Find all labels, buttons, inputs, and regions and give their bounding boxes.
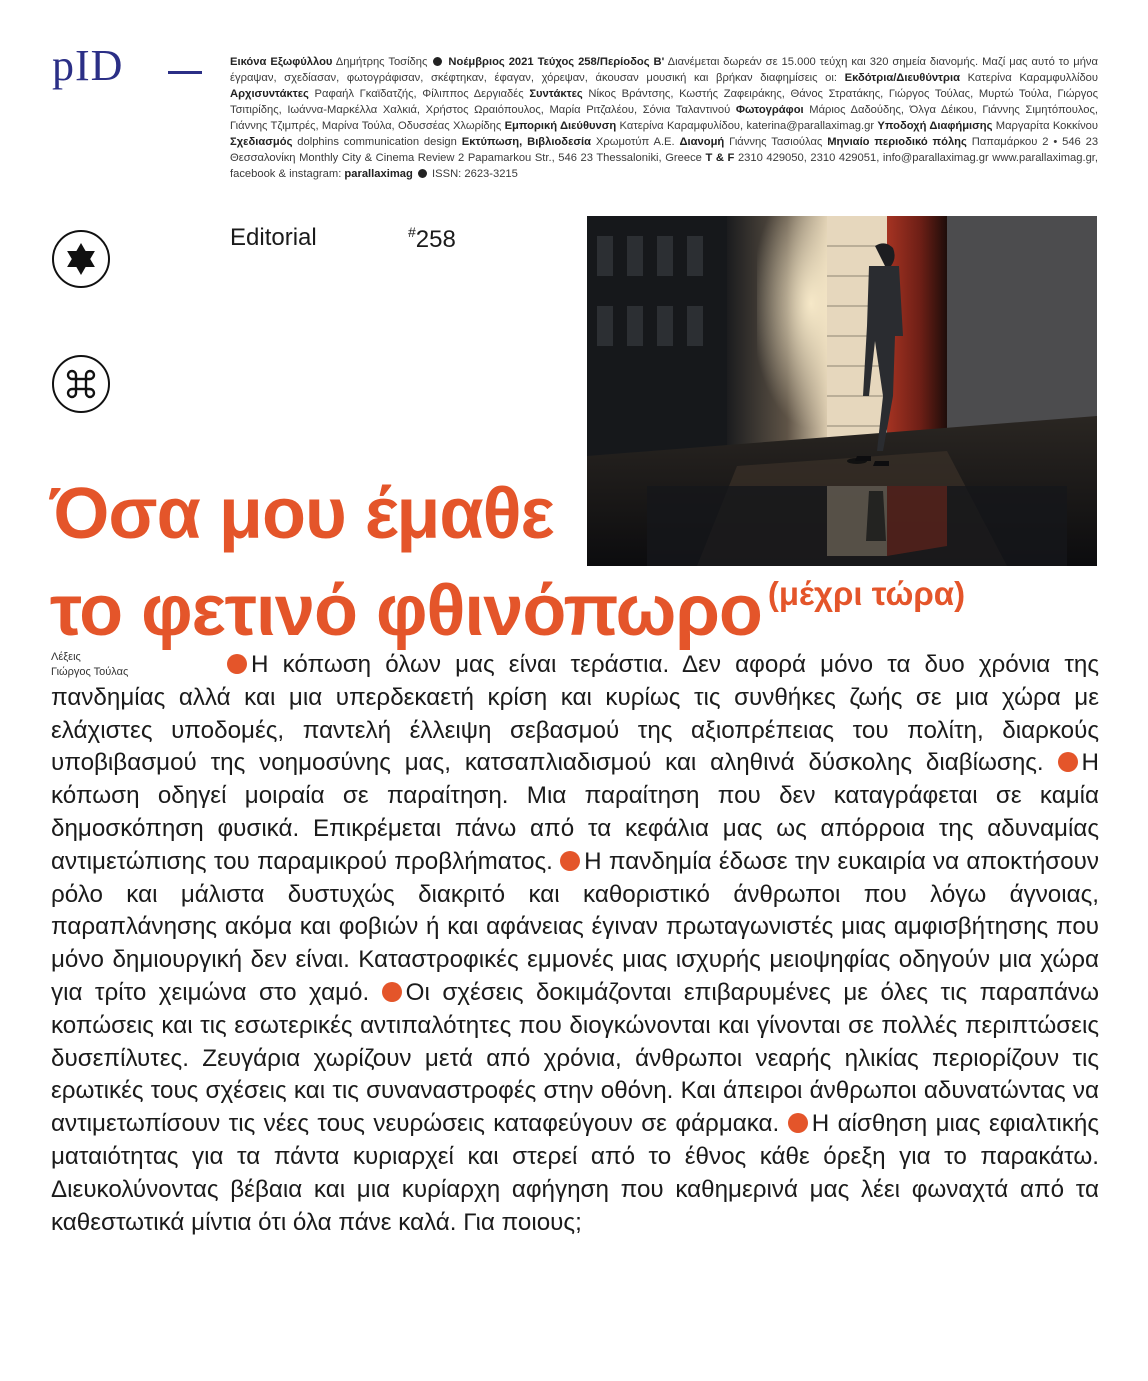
- article-headline: [50, 474, 965, 651]
- headline-subtitle: (μέχρι τώρα): [767, 575, 966, 612]
- paragraph-bullet-icon: [1058, 752, 1078, 772]
- colophon: [52, 54, 1098, 182]
- headline-line-2: το φετινό φθινόπωρο $^{(\mu έ\chi\rho\iota \tau ώ\rho\alpha)}$: [50, 571, 966, 651]
- article-body: [51, 649, 1099, 1239]
- section-label: Editorial: [230, 224, 317, 251]
- byline-label: Λέξεις: [51, 651, 81, 663]
- issue-number: #258: [408, 224, 456, 253]
- paragraph-3: Η πανδημία έδωσε την ευκαιρία να αποκτήσουν ρόλο και μάλιστα δυστυχώς διακριτό και καθοριστικό άνθρωποι που λόγω άγνοιας, παραπλάνησης ακόμα και φοβιών ή και αφάνειας έγιναν πρωταγωνιστές μιας αμφισβήτησης που μόνο δημιουργική δεν είναι. Καταστροφικές εμμονές μιας ισχυρής μειοψηφίας οδηγούν μια χώρα για τρίτο χειμώνα στο χαμό.: [51, 847, 1099, 1006]
- colophon-first-line: Εικόνα Εξωφύλλου Δημήτρης Τοσίδης Νοέμβριος 2021 Τεύχος 258/Περίοδος Β' Διανέμεται δωρεάν σε 15.000 τεύχη και 320 σημεία διανομής. Μαζί μας αυτό το μήνα έγραψαν, σχεδίασαν, φωτογράφισαν, σκέφτηκαν, έφαγαν, χόρεψαν, άκουσαν μουσική και βρήκαν διαφημίσεις οι: Εκδότρια/Διευθύντρια Κατερίνα Καραμφυλλίδου Αρχισυντάκτες Ραφαήλ Γκαϊδατζής, Φίλιππος Δεργιαδές Συντάκτες Νίκος Βράντσης, Κωστής Ζαφειράκης, Θάνος Στρατάκης, Γιώργος Τούλας, Μυρτώ Τούλα, Γιώργος Τσιτιρίδης, Ιωάννα-Μαρκέλλα Χαλκιά, Χρήστος Ωραιόπουλος, Μαρία Ριτζαλέου, Σόνια Ταλαντινού Φωτογράφοι Μάριος Δαδούδης, Όλγα Δέικου, Γιάννης Σιμητόπουλος, Γιάννης Τζιμπρές, Μαρίνα Τούλα, Οδυσσέας Χλωρίδης Εμπορική Διεύθυνση Κατερίνα Καραμφυλίδου, katerina@parallaximag.gr Υποδοχή Διαφήμισης Μαργαρίτα Κοκκίνου Σχεδιασμός dolphins communication design Εκτύπωση, Βιβλιοδεσία Χρωμοτύπ Α.Ε. Διανομή Γιάννης Τασιούλας Μηνιαίο περιοδικό πόλης Παπαμάρκου 2 • 546 23 Θεσσαλονίκη Monthly City & Cinema Review 2 Papamarkou Str., 546 23 Thessaloniki, Greece T & F 2310 429050, 2310 429051, info@parallaximag.gr www.parallaximag.gr, facebook & instagram: parallaximag ISSN: 2623-3215: [230, 56, 1099, 180]
- paragraph-bullet-icon: [382, 982, 402, 1002]
- magazine-logo: pID: [52, 41, 124, 90]
- byline-author: Γιώργος Τούλας: [51, 666, 129, 678]
- paragraph-2: Η κόπωση οδηγεί μοιραία σε παραίτηση. Μια παραίτηση που δεν καταγράφεται σε καμία δημοσκόπηση φυσικά. Επικρέμεται πάνω από τα κεφάλια μας ως απόρροια της αδυναμίας αντιμετώπισης του παραμικρού προβλήmατος.: [51, 749, 1099, 875]
- paragraph-bullet-icon: [560, 851, 580, 871]
- six-point-star-icon: [52, 230, 110, 288]
- bullet-dot: [433, 57, 442, 66]
- headline-line-1: Όσα μου έμαθε: [50, 474, 554, 554]
- paragraph-1: Η κόπωση όλων μας είναι τεράστια. Δεν αφορά μόνο τα δυο χρόνια της πανδημίας αλλά και μια υπερδεκαετή κρίση και κυρίως τις συνθήκες ζωής σε μια χώρα με ελάχιστες υποδομές, παντελή έλλειψη σεβασμού της αξιοπρέπειας του πολίτη, διαρκούς υποβιβασμού της νοημοσύνης μας, κατσαπλιαδισμού και αληθινά δύσκολης διαβίωσης.: [51, 651, 1099, 777]
- command-icon: [52, 355, 110, 413]
- paragraph-bullet-icon: [788, 1113, 808, 1133]
- paragraph-4: Οι σχέσεις δοκιμάζονται επιβαρυμένες με όλες τις παραπάνω κοπώσεις και τις εσωτερικές αντιπαλότητες που διογκώνονται και γίνονται σε πολλές περιπτώσεις δυσεπίλυτες. Ζευγάρια χωρίζουν μετά από χρόνια, άνθρωποι νεαρής ηλικίας περιορίζουν τις ερωτικές τους σχέσεις και τις συναναστροφές στην οθόνη. Και άπειροι άνθρωποι αδυνατώντας να αντιμετωπίσουν τις νέες τους νευρώσεις καταφεύγουν σε φάρμακα.: [51, 978, 1099, 1138]
- paragraph-5: Η αίσθηση μιας εφιαλτικής ματαιότητας για τα πάντα κυριαρχεί και στερεί από το έθνος κάθε όρεξη για το παρακάτω. Διευκολύνοντας βέβαια και μια κυρίαρχη αφήγηση που καθημερινά μας λέει φωναχτά από τα καθεστωτικά μίντια ότι όλα πάνε καλά. Για ποιους;: [51, 1110, 1099, 1236]
- bullet-dot: [418, 169, 427, 178]
- paragraph-bullet-icon: [227, 654, 247, 674]
